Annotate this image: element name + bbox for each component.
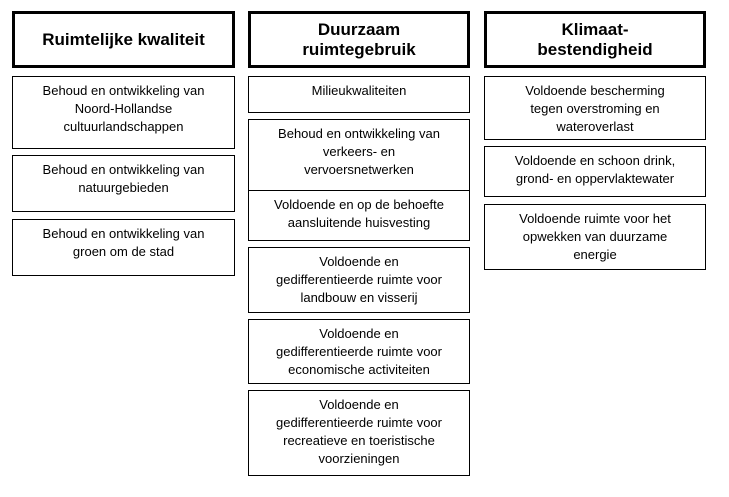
list-item: Behoud en ontwikkeling van groen om de stad <box>12 219 235 276</box>
list-item: Milieukwaliteiten <box>248 76 470 113</box>
list-item: Voldoende bescherming tegen overstroming en wateroverlast <box>484 76 706 140</box>
list-item: Voldoende en gedifferentieerde ruimte voor recreatieve en toeristische voorzieningen <box>248 390 470 476</box>
column-header: Duurzaam ruimtegebruik <box>248 11 470 68</box>
column-duurzaam-ruimtegebruik <box>248 11 470 466</box>
column-klimaatbestendigheid <box>484 11 706 262</box>
list-item: Voldoende en gedifferentieerde ruimte voor landbouw en visserij <box>248 247 470 313</box>
list-item: Voldoende ruimte voor het opwekken van duurzame energie <box>484 204 706 270</box>
list-item: Voldoende en op de behoefte aansluitende huisvesting <box>248 190 470 241</box>
column-header: Ruimtelijke kwaliteit <box>12 11 235 68</box>
list-item: Behoud en ontwikkeling van verkeers- en vervoersnetwerken <box>248 119 470 192</box>
list-item: Behoud en ontwikkeling van natuurgebieden <box>12 155 235 212</box>
list-item: Behoud en ontwikkeling van Noord-Hollandse cultuurlandschappen <box>12 76 235 149</box>
list-item: Voldoende en gedifferentieerde ruimte voor economische activiteiten <box>248 319 470 384</box>
column-ruimtelijke-kwaliteit <box>12 11 235 259</box>
list-item: Voldoende en schoon drink, grond- en oppervlaktewater <box>484 146 706 197</box>
column-header: Klimaat- bestendigheid <box>484 11 706 68</box>
